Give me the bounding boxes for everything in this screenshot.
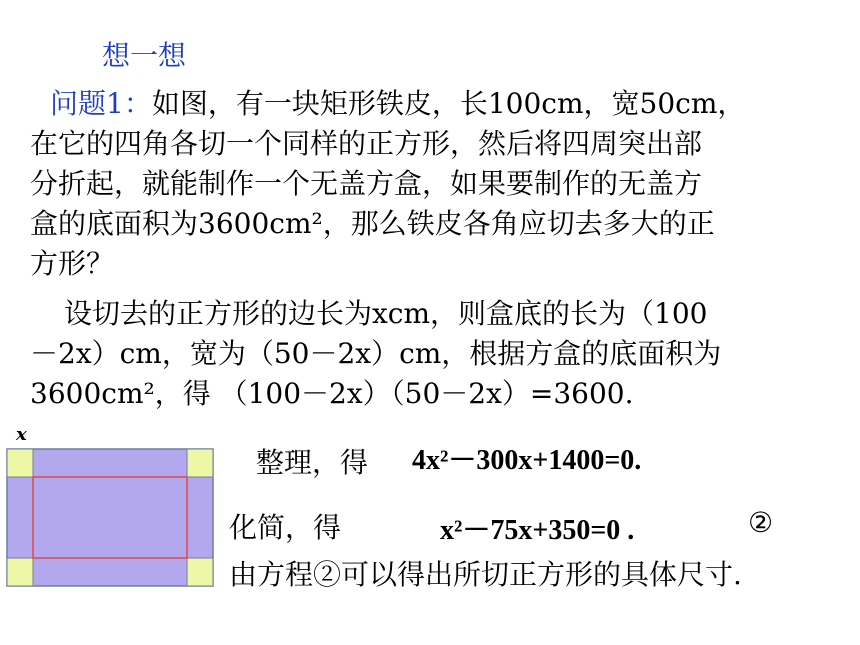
step-1-lead: 整理，得 (256, 446, 369, 479)
problem-line-3: 分折起，就能制作一个无盖方盒，如果要制作的无盖方 (30, 167, 703, 200)
metal-sheet (7, 449, 213, 586)
problem-line-1 (30, 84, 830, 124)
heading: 想一想 (102, 39, 187, 72)
problem-line-4: 盒的底面积为3600cm²，那么铁皮各角应切去多大的正 (30, 207, 715, 240)
conclusion: 由方程②可以得出所切正方形的具体尺寸. (229, 558, 742, 591)
corner-square-top-left (7, 449, 33, 477)
solution-line-2: －2x）cm，宽为（50－2x）cm，根据方盒的底面积为 (30, 337, 722, 370)
problem-text-1: 如图，有一块矩形铁皮，长100cm，宽50cm， (151, 87, 746, 120)
step-1-equation: 4x²－300x+1400=0. (412, 445, 642, 476)
step-2-lead: 化简，得 (229, 511, 342, 544)
x-label: x (16, 424, 27, 445)
problem-line-5: 方形？ (30, 247, 115, 280)
solution-line-1: 设切去的正方形的边长为xcm，则盒底的长为（100 (64, 297, 708, 330)
corner-square-top-right (187, 449, 213, 477)
equation-tag: ② (748, 506, 774, 539)
problem-line-2: 在它的四角各切一个同样的正方形，然后将四周突出部 (30, 127, 703, 160)
sheet-diagram (6, 448, 216, 590)
solution-paragraph (30, 294, 830, 414)
problem-paragraph (30, 84, 830, 284)
corner-square-bottom-right (187, 558, 213, 586)
problem-label: 问题1： (50, 87, 152, 120)
solution-line-3: 3600cm²，得 （100－2x）（50－2x）=3600. (30, 377, 634, 410)
corner-square-bottom-left (7, 558, 33, 586)
step-2-equation: x²－75x+350=0 . (440, 515, 635, 546)
